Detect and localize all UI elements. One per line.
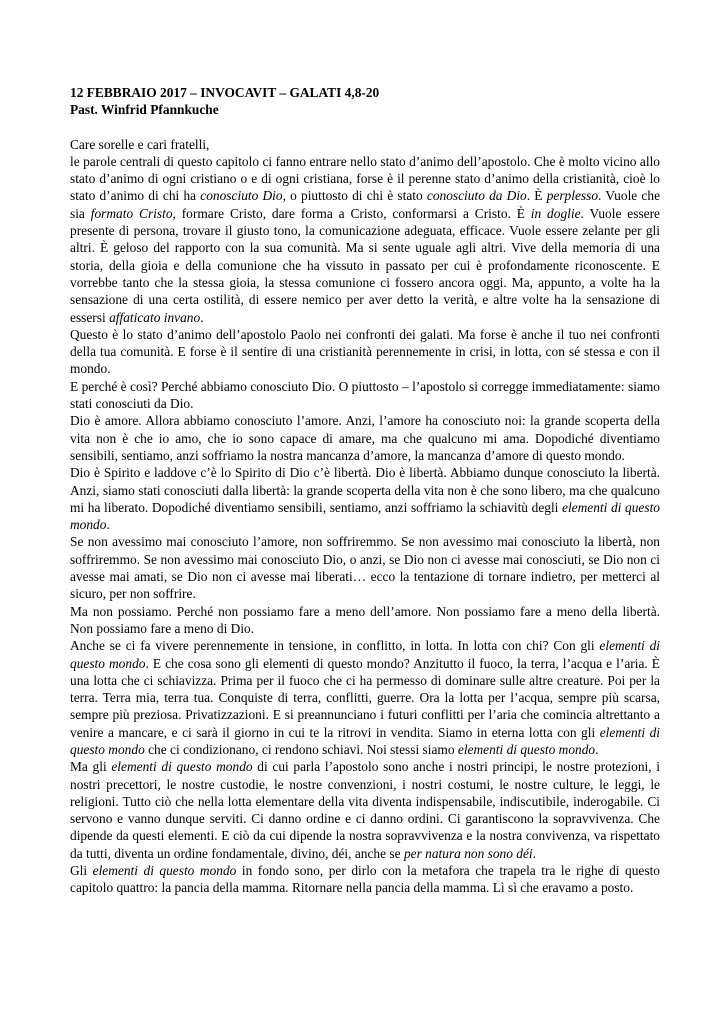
paragraph bbox=[70, 533, 660, 602]
paragraph-text: Dio è amore. Allora abbiamo conosciuto l’amore. Anzi, l’amore ha conosciuto noi: la grande scoperta della vita non è che io amo, che io sono capace di amare, ma che qualcuno mi ama. Dopodiché diventiamo sensibili, sentiamo, anzi soffriamo la nostra mancanza d’amore, la mancanza d’amore di questo mondo. bbox=[70, 413, 660, 463]
paragraph bbox=[70, 637, 660, 758]
paragraph-text: Questo è lo stato d’animo dell’apostolo Paolo nei confronti dei galati. Ma forse è anche il tuo nei confronti della tua comunità. E forse è il sentire di una cristianità perennemente in crisi, in lotta, con sé stessa e con il mondo. bbox=[70, 326, 660, 377]
body-text bbox=[70, 153, 660, 897]
paragraph-text: Se non avessimo mai conosciuto l’amore, non soffriremmo. Se non avessimo mai conosciuto la libertà, non soffriremmo. Se non avessimo mai conosciuto Dio, o anzi, se Dio non ci avesse mai conosciuti, se Dio non ci avesse mai amati, se Dio non ci avesse mai liberati… ecco la tentazione di tornare indietro, per metterci al sicuro, per non soffrire. bbox=[70, 534, 660, 602]
paragraph bbox=[70, 862, 660, 897]
italic-text: elementi di questo mondo bbox=[457, 741, 596, 757]
italic-text: perplesso bbox=[546, 188, 599, 204]
italic-text: elementi di questo mondo bbox=[70, 638, 660, 671]
italic-text: conosciuto da Dio bbox=[426, 188, 527, 204]
paragraph-text: le parole centrali di questo capitolo ci fanno entrare nello stato d’animo dell’apostolo. Che è molto vicino allo stato d’animo di ogni cristiano o e di ogni cristiana, forse è il perenne stato d’animo della cristianità, cioè lo stato d’animo di chi ha bbox=[70, 153, 660, 204]
paragraph-text: di cui parla l’apostolo sono anche i nostri principi, le nostre protezioni, i nostri precettori, le nostre custodie, le nostre convenzioni, i nostri costumi, le nostre culture, le leggi, le religioni. Tutto ciò che nella lotta elementare della vita diventa indispensabile, indiscutibile, inderogabile. Ci servono e vanno dunque serviti. Ci danno ordine e ci danno ordini. Ci garantiscono la sopravvivenza. Che dipende da questi elementi. E ciò da cui dipende la nostra sopravvivenza e la nostra convivenza, va rispettato da tutti, diventa un ordine fondamentale, divino, déi, anche se bbox=[70, 759, 661, 861]
paragraph-text: . bbox=[200, 309, 204, 325]
italic-text: affaticato invano bbox=[109, 309, 201, 325]
italic-text: elementi di questo mondo bbox=[92, 863, 237, 879]
paragraph bbox=[70, 378, 660, 413]
paragraph-text: . E che cosa sono gli elementi di questo mondo? Anzitutto il fuoco, la terra, l’acqua e l’aria. È una lotta che ci schiavizza. Prima per il fuoco che ci ha permesso di dominare sulle altre creature. Poi per la terra. Terra mia, terra tua. Conquiste di terra, conflitti, guerre. Ora la lotta per l’acqua, sempre più scarsa, sempre più preziosa. Privatizzazioni. E si preannunciano i futuri conflitti per l’aria che comincia altrettanto a venire a mancare, e ci sarà il giorno in cui te la ritrovi in vendita. Siamo in eterna lotta con gli bbox=[70, 655, 660, 740]
paragraph bbox=[70, 603, 660, 638]
paragraph-text: . Vuole essere presente di persona, trovare il giusto tono, la comunicazione adeguata, efficace. Vuole essere zelante per gli altri. È geloso del rapporto con la sua comunità. Ma si sente uguale agli altri. Vive della memoria di una storia, della gioia e della comunione che ha vissuto in passato per cui è profondamente riconoscente. E vorrebbe tanto che la stessa gioia, la stessa comunione ci fossero ancora oggi. Ma, appunto, a volte ha la sensazione di una certa ostilità, di essere nemico per aver detto la verità, e altre volte ha la sensazione di essersi bbox=[70, 205, 660, 325]
paragraph bbox=[70, 153, 660, 326]
paragraph-text: . È bbox=[526, 188, 547, 204]
paragraph-text: Gli bbox=[70, 863, 93, 879]
paragraph-text: . Vuole che sia bbox=[70, 188, 661, 221]
paragraph-text: che ci condizionano, ci rendono schiavi. Noi stessi siamo bbox=[144, 741, 458, 757]
paragraph-text: Anche se ci fa vivere perennemente in tensione, in conflitto, in lotta. In lotta con chi? Con gli bbox=[70, 638, 600, 654]
paragraph-text: in fondo sono, per dirlo con la metafora che trapela tra le righe di questo capitolo quattro: la pancia della mamma. Ritornare nella pancia della mamma. Lì sì che eravamo a posto. bbox=[70, 863, 660, 896]
italic-text: formato Cristo bbox=[90, 205, 173, 221]
paragraph-text: Dio è Spirito e laddove c’è lo Spirito di Dio c’è libertà. Dio è libertà. Abbiamo dunque conosciuto la libertà. Anzi, siamo stati conosciuti dalla libertà: la grande scoperta della vita non è che sono libero, ma che qualcuno mi ha liberato. Dopodiché diventiamo sensibili, sentiamo, anzi soffriamo la schiavitù degli bbox=[70, 465, 660, 515]
italic-text: elementi di questo mondo bbox=[70, 499, 660, 533]
paragraph-text: , formare Cristo, dare forma a Cristo, conformarsi a Cristo. È bbox=[172, 205, 531, 221]
paragraph-text: Ma non possiamo. Perché non possiamo fare a meno dell’amore. Non possiamo fare a meno della libertà. Non possiamo fare a meno di Dio. bbox=[70, 603, 660, 636]
paragraph bbox=[70, 412, 660, 464]
paragraph-text: , o piuttosto di chi è stato bbox=[282, 188, 427, 204]
paragraph bbox=[70, 326, 660, 378]
paragraph-text: E perché è così? Perché abbiamo conosciuto Dio. O piuttosto – l’apostolo si corregge immediatamente: siamo stati conosciuti da Dio. bbox=[70, 378, 660, 412]
paragraph bbox=[70, 758, 660, 862]
paragraph bbox=[70, 464, 660, 533]
paragraph-text: . bbox=[595, 741, 599, 757]
document-page bbox=[70, 84, 660, 897]
italic-text: elementi di questo mondo bbox=[70, 724, 661, 757]
sermon-author: Past. Winfrid Pfannkuche bbox=[70, 102, 219, 118]
paragraph-text: Ma gli bbox=[70, 759, 112, 775]
italic-text: per natura non sono déi bbox=[403, 845, 533, 861]
greeting: Care sorelle e cari fratelli, bbox=[70, 136, 210, 152]
italic-text: elementi di questo mondo bbox=[111, 759, 253, 775]
paragraph-text: . bbox=[106, 517, 110, 533]
italic-text: conosciuto Dio bbox=[200, 188, 283, 204]
paragraph-text: . bbox=[532, 845, 536, 861]
italic-text: in doglie bbox=[530, 205, 581, 221]
sermon-title: 12 FEBBRAIO 2017 – INVOCAVIT – GALATI 4,8-20 bbox=[70, 85, 380, 100]
